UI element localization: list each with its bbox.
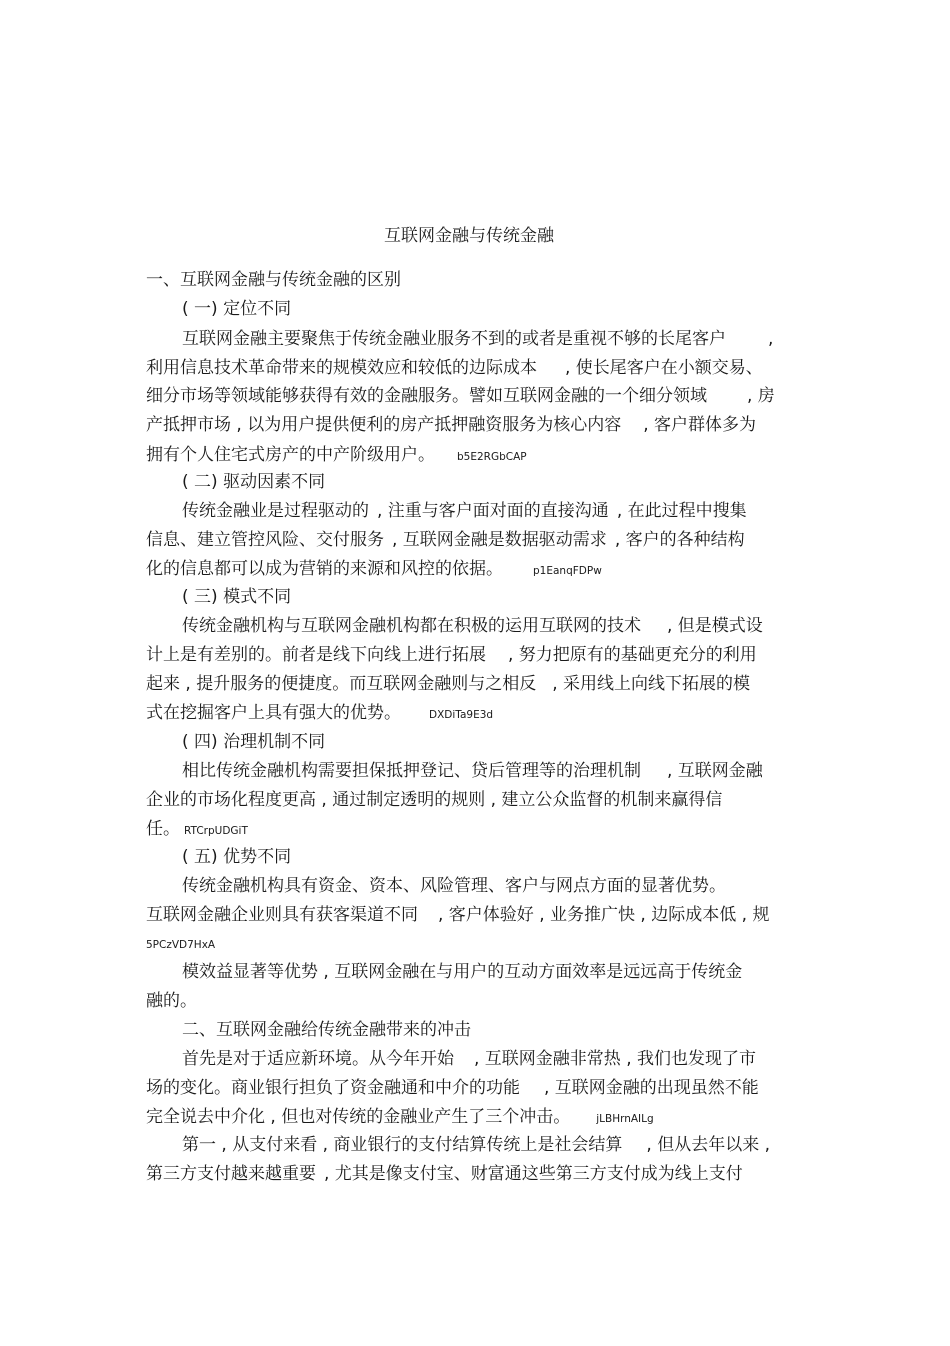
text-run: 化的信息都可以成为营销的来源和风控的依据。 xyxy=(146,559,503,579)
text-run: , 互联网金融是数据驱动需求 xyxy=(392,530,607,550)
text-run: 信息、建立管控风险、交付服务 xyxy=(146,530,384,550)
text-run: 任。 xyxy=(146,819,180,839)
text-run: , 但是模式设 xyxy=(667,616,763,636)
text-run: 产抵押市场 , 以为用户提供便利的房产抵押融资服务为核心内容 xyxy=(146,415,622,435)
paragraph-line xyxy=(182,1047,756,1071)
paragraph-line xyxy=(182,499,747,523)
text-run: 式在挖掘客户上具有强大的优势。 xyxy=(146,703,401,723)
text-run: 第一 , 从支付来看 , 商业银行的支付结算传统上是社会结算 xyxy=(182,1135,623,1155)
paragraph-line xyxy=(146,443,527,469)
paragraph-line xyxy=(182,327,773,351)
paragraph-line xyxy=(146,788,722,812)
subheading-models: ( 三) 模式不同 xyxy=(182,587,292,607)
text-run: , 房 xyxy=(747,386,775,406)
text-run: 场的变化。商业银行担负了资金融通和中介的功能 xyxy=(146,1078,520,1098)
text-run: 传统金融机构与互联网金融机构都在积极的运用互联网的技术 xyxy=(182,616,641,636)
paragraph-line xyxy=(146,1162,743,1186)
text-run: 融的。 xyxy=(146,991,197,1011)
paragraph-line xyxy=(146,356,763,380)
paragraph-line xyxy=(146,1076,759,1100)
text-run: 企业的市场化程度更高 , 通过制定透明的规则 , 建立公众监督的机制来赢得信 xyxy=(146,790,723,810)
text-run: 传统金融机构具有资金、资本、风险管理、客户与网点方面的显著优势。 xyxy=(182,876,726,896)
paragraph-line xyxy=(182,614,763,638)
subheading-drivers: ( 二) 驱动因素不同 xyxy=(182,472,326,492)
text-run: , 但从去年以来 , xyxy=(646,1135,771,1155)
text-run: 拥有个人住宅式房产的中产阶级用户。 xyxy=(146,445,435,465)
text-run: , 注重与客户面对面的直接沟通 xyxy=(377,501,609,521)
reference-code: b5E2RGbCAP xyxy=(457,451,527,463)
text-run: 第三方支付越来越重要 xyxy=(146,1164,316,1184)
text-run: , 采用线上向线下拓展的模 xyxy=(552,674,751,694)
subheading-governance: ( 四) 治理机制不同 xyxy=(182,732,326,752)
paragraph-line xyxy=(182,759,763,783)
text-run: , 客户体验好 , 业务推广快 , 边际成本低 , 规 xyxy=(438,905,770,925)
document-title: 互联网金融与传统金融 xyxy=(384,226,554,246)
text-run: , xyxy=(768,329,774,349)
text-run: 计上是有差别的。前者是线下向线上进行拓展 xyxy=(146,645,486,665)
reference-code: jLBHrnAILg xyxy=(596,1113,654,1125)
subheading-advantages: ( 五) 优势不同 xyxy=(182,847,292,867)
section-heading-2: 二、互联网金融给传统金融带来的冲击 xyxy=(182,1020,471,1040)
text-run: 模效益显著等优势 , 互联网金融在与用户的互动方面效率是远远高于传统金 xyxy=(182,962,743,982)
text-run: , 使长尾客户在小额交易、 xyxy=(565,358,763,378)
reference-code: RTCrpUDGiT xyxy=(184,825,248,837)
reference-code: DXDiTa9E3d xyxy=(429,709,494,721)
text-run: 利用信息技术革命带来的规模效应和较低的边际成本 xyxy=(146,358,537,378)
text-run: , 客户群体多为 xyxy=(643,415,757,435)
paragraph-line xyxy=(146,989,197,1013)
text-run: 完全说去中介化 , 但也对传统的金融业产生了三个冲击。 xyxy=(146,1107,571,1127)
reference-code: 5PCzVD7HxA xyxy=(146,939,216,951)
text-run: 起来 , 提升服务的便捷度。而互联网金融则与之相反 xyxy=(146,674,537,694)
paragraph-line xyxy=(146,557,602,583)
text-run: , 在此过程中搜集 xyxy=(616,501,747,521)
text-run: , 努力把原有的基础更充分的利用 xyxy=(508,645,757,665)
text-run: 细分市场等领域能够获得有效的金融服务。譬如互联网金融的一个细分领域 xyxy=(146,386,707,406)
text-run: , 互联网金融非常热 , 我们也发现了市 xyxy=(474,1049,757,1069)
paragraph-line xyxy=(146,413,756,437)
paragraph-line xyxy=(146,903,769,927)
text-run: , 客户的各种结构 xyxy=(614,530,745,550)
paragraph-line xyxy=(146,384,775,408)
paragraph-line xyxy=(182,874,726,898)
paragraph-line xyxy=(146,643,757,667)
paragraph-line xyxy=(146,528,745,552)
reference-code: p1EanqFDPw xyxy=(533,565,602,577)
paragraph-line xyxy=(146,701,493,727)
text-run: 首先是对于适应新环境。从今年开始 xyxy=(182,1049,454,1069)
paragraph-line xyxy=(182,960,742,984)
paragraph-line xyxy=(146,1105,654,1131)
paragraph-line xyxy=(146,817,248,843)
subheading-positioning: ( 一) 定位不同 xyxy=(182,299,292,319)
text-run: 互联网金融企业则具有获客渠道不同 xyxy=(146,905,418,925)
text-run: , 互联网金融 xyxy=(667,761,763,781)
text-run: 传统金融业是过程驱动的 xyxy=(182,501,369,521)
text-run: , 尤其是像支付宝、财富通这些第三方支付成为线上支付 xyxy=(324,1164,743,1184)
text-run: 相比传统金融机构需要担保抵押登记、贷后管理等的治理机制 xyxy=(182,761,641,781)
paragraph-line xyxy=(182,1133,770,1157)
text-run: , 互联网金融的出现虽然不能 xyxy=(544,1078,759,1098)
section-heading-1: 一、互联网金融与传统金融的区别 xyxy=(146,270,401,290)
text-run: 互联网金融主要聚焦于传统金融业服务不到的或者是重视不够的长尾客户 xyxy=(182,329,726,349)
paragraph-line xyxy=(146,672,750,696)
